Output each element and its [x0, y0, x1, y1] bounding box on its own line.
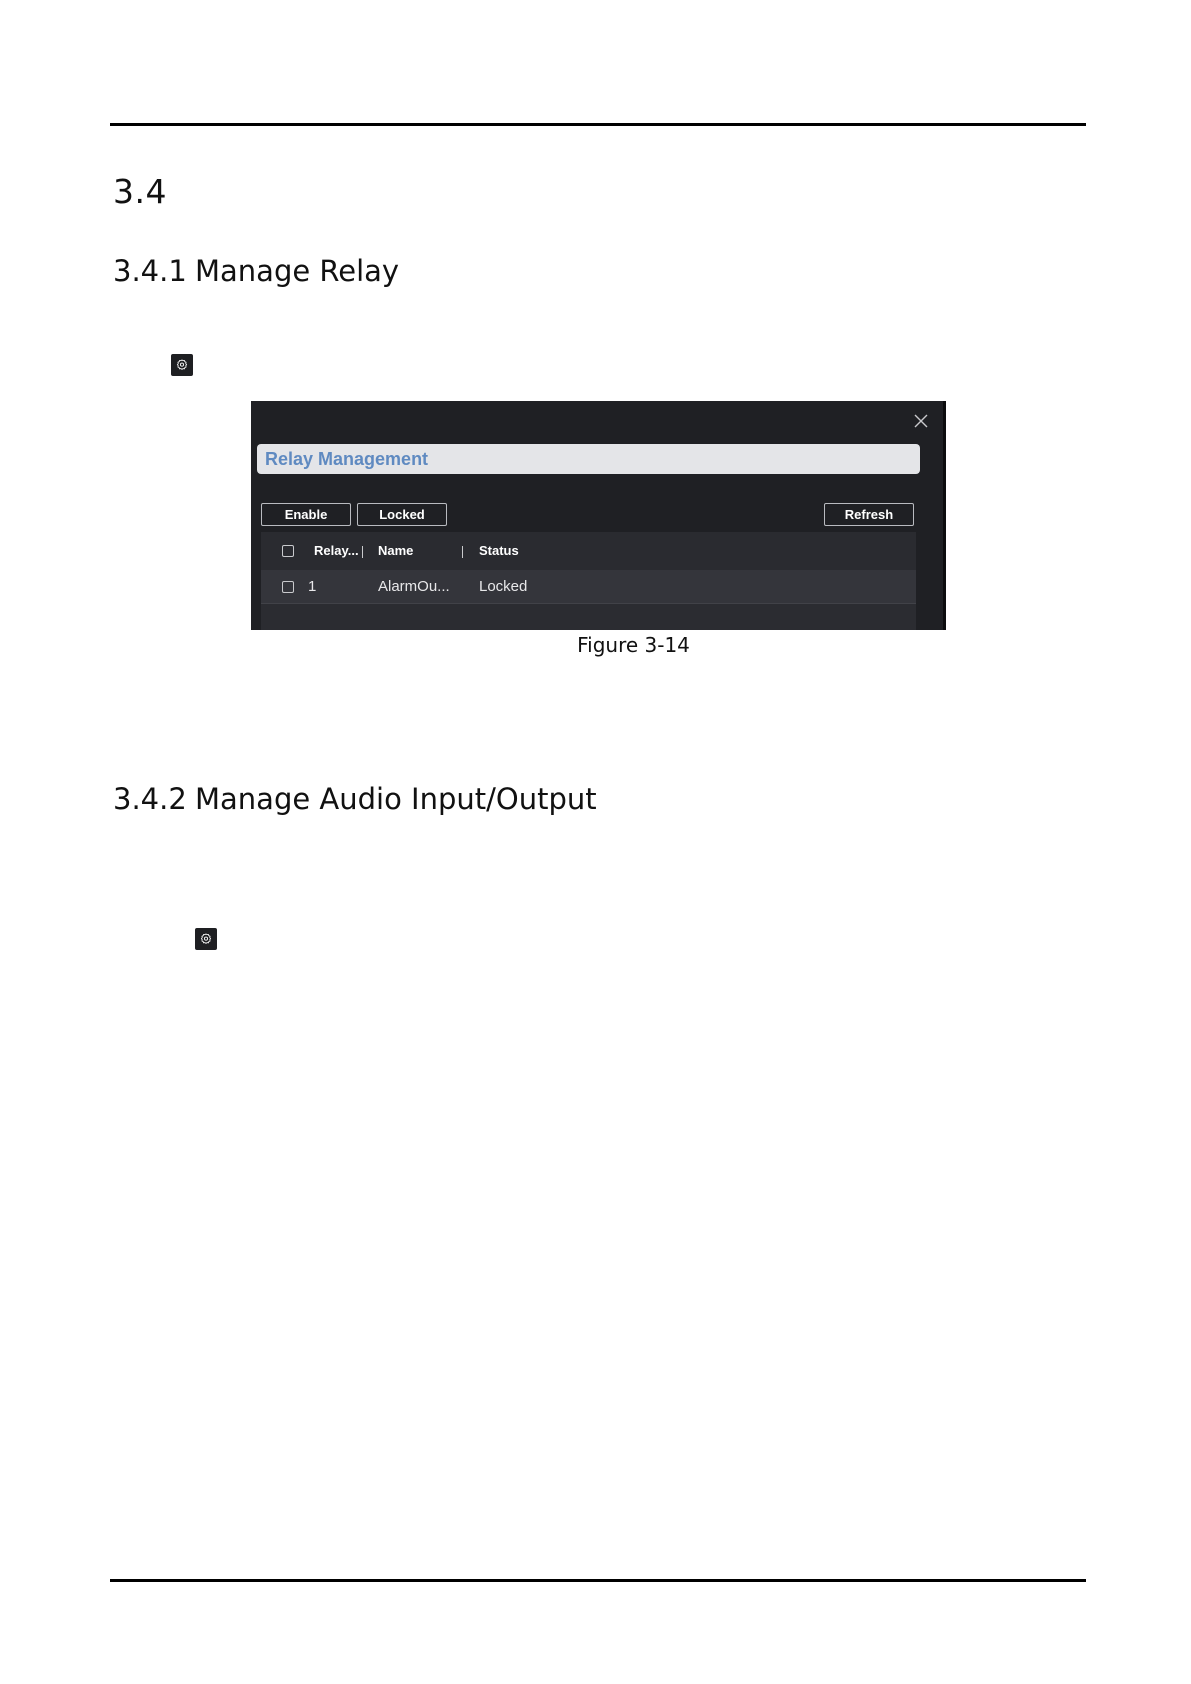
select-all-checkbox[interactable] — [282, 545, 294, 557]
table-row[interactable] — [261, 570, 916, 604]
header-rule — [110, 123, 1086, 126]
column-divider[interactable] — [362, 546, 363, 558]
refresh-button[interactable]: Refresh — [824, 503, 914, 526]
column-header-relay[interactable]: Relay... — [314, 543, 359, 558]
cell-relay-no: 1 — [308, 578, 317, 595]
gear-icon — [195, 928, 217, 950]
column-header-name[interactable]: Name — [378, 543, 414, 558]
subsection-number: 3.4.1 — [113, 254, 187, 288]
subsection-heading-audio — [113, 782, 597, 816]
column-divider[interactable] — [462, 546, 463, 558]
table-header — [261, 532, 916, 570]
footer-rule — [110, 1579, 1086, 1582]
relay-table — [261, 532, 916, 630]
close-icon[interactable] — [913, 413, 929, 429]
enable-button[interactable]: Enable — [261, 503, 351, 526]
subsection-title: Manage Relay — [195, 254, 400, 288]
row-checkbox[interactable] — [282, 581, 294, 593]
gear-icon — [171, 354, 193, 376]
relay-management-dialog — [251, 401, 946, 630]
figure-caption: Figure 3-14 — [577, 633, 690, 657]
locked-button[interactable]: Locked — [357, 503, 447, 526]
column-header-status[interactable]: Status — [479, 543, 519, 558]
cell-name: AlarmOu... — [378, 578, 450, 595]
section-heading: 3.4 — [113, 172, 167, 211]
subsection-heading-relay — [113, 254, 399, 288]
subsection-number: 3.4.2 — [113, 782, 187, 816]
dialog-title: Relay Management — [257, 444, 920, 474]
subsection-title: Manage Audio Input/Output — [195, 782, 597, 816]
cell-status: Locked — [479, 578, 528, 595]
